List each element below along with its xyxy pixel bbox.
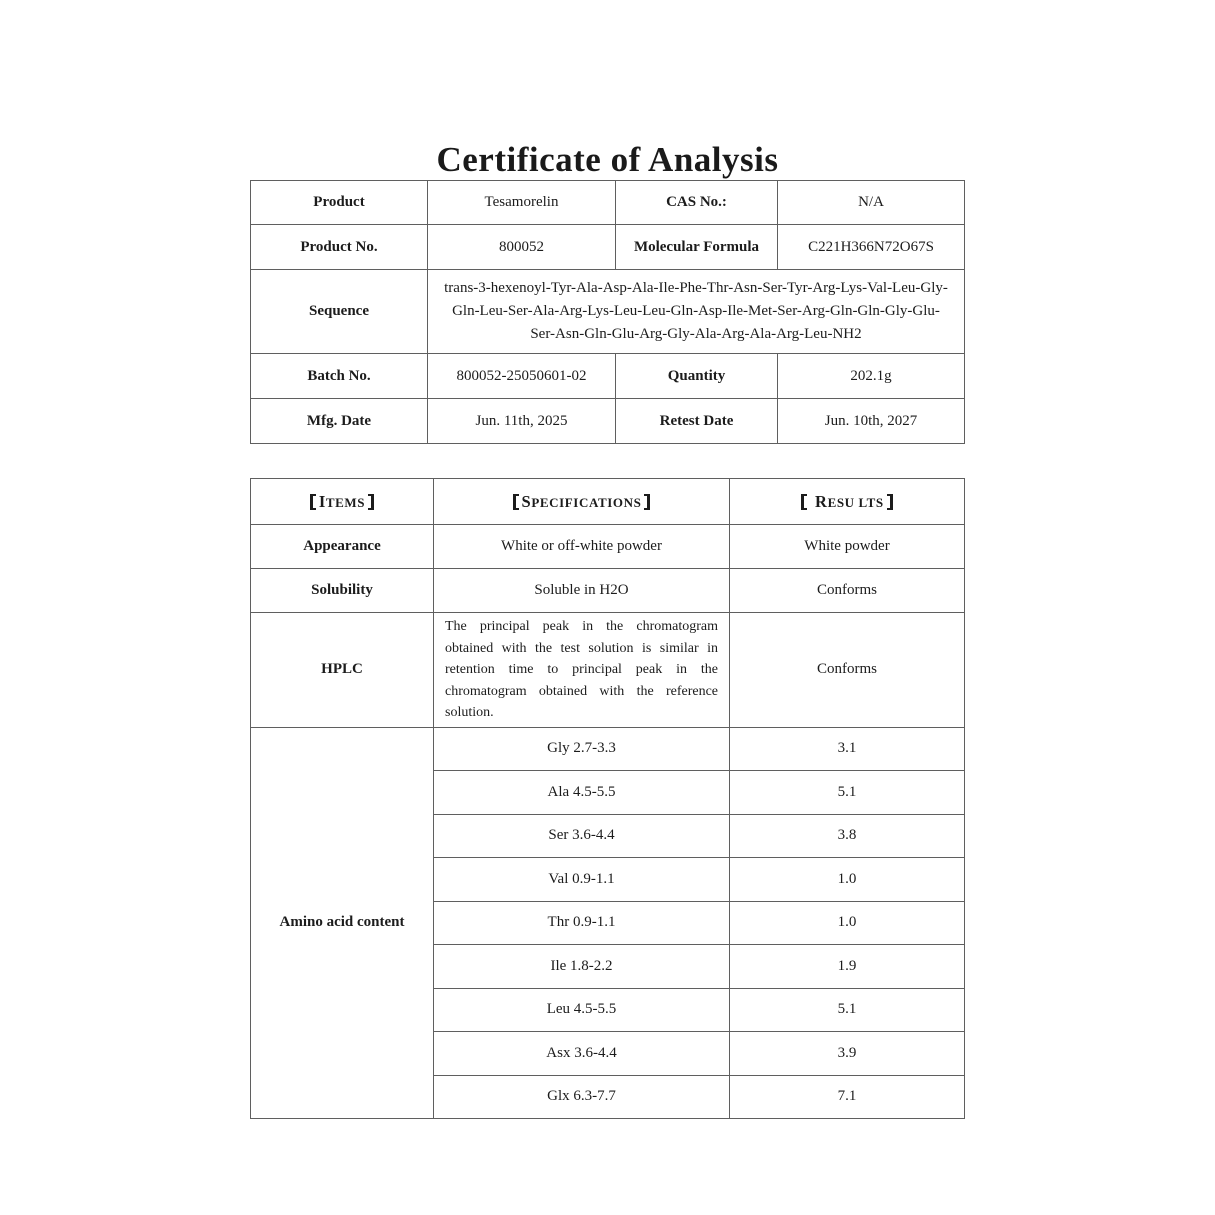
table-row [251, 181, 965, 225]
amino-acid-result: 1.9 [730, 945, 965, 989]
header-results [730, 479, 965, 525]
amino-acid-result: 3.8 [730, 814, 965, 858]
table-row [251, 613, 965, 728]
amino-acid-result: 3.1 [730, 727, 965, 771]
product-no-label: Product No. [251, 225, 428, 270]
product-label: Product [251, 181, 428, 225]
table-row [251, 399, 965, 444]
hplc-item: HPLC [251, 613, 434, 728]
amino-acid-spec: Ser 3.6-4.4 [434, 814, 730, 858]
batch-no-label: Batch No. [251, 354, 428, 399]
appearance-specification: White or off-white powder [434, 525, 730, 569]
amino-acid-spec: Gly 2.7-3.3 [434, 727, 730, 771]
header-items-label: ITEMS [318, 491, 366, 511]
hplc-result: Conforms [730, 613, 965, 728]
lenticular-open-bracket-icon [513, 494, 519, 510]
amino-acid-result: 3.9 [730, 1032, 965, 1076]
amino-acid-result: 5.1 [730, 988, 965, 1032]
lenticular-open-bracket-icon [310, 494, 316, 510]
amino-acid-content-label: Amino acid content [251, 727, 434, 1119]
amino-acid-result: 1.0 [730, 858, 965, 902]
lenticular-close-bracket-icon [644, 494, 650, 510]
hplc-specification: The principal peak in the chromatogram obtained with the test solution is similar in retention time to principal peak in the chromatogram obtained with the reference solution. [434, 613, 730, 728]
page-title: Certificate of Analysis [436, 140, 779, 179]
amino-acid-spec: Ile 1.8-2.2 [434, 945, 730, 989]
table-row [251, 569, 965, 613]
product-no-value: 800052 [428, 225, 616, 270]
retest-date-label: Retest Date [616, 399, 778, 444]
batch-no-value: 800052-25050601-02 [428, 354, 616, 399]
header-items [251, 479, 434, 525]
sequence-label: Sequence [251, 270, 428, 354]
table-header-row [251, 479, 965, 525]
cas-no-value: N/A [778, 181, 965, 225]
amino-acid-spec: Asx 3.6-4.4 [434, 1032, 730, 1076]
amino-acid-spec: Glx 6.3-7.7 [434, 1075, 730, 1119]
amino-acid-row [251, 727, 965, 771]
lenticular-open-bracket-icon [801, 494, 807, 510]
solubility-specification: Soluble in H2O [434, 569, 730, 613]
amino-acid-spec: Thr 0.9-1.1 [434, 901, 730, 945]
cas-no-label: CAS No.: [616, 181, 778, 225]
amino-acid-result: 5.1 [730, 771, 965, 815]
header-specifications-label: SPECIFICATIONS [521, 491, 642, 511]
table-row [251, 354, 965, 399]
header-specifications [434, 479, 730, 525]
amino-acid-spec: Ala 4.5-5.5 [434, 771, 730, 815]
product-value: Tesamorelin [428, 181, 616, 225]
amino-acid-result: 1.0 [730, 901, 965, 945]
lenticular-close-bracket-icon [887, 494, 893, 510]
table-row [251, 270, 965, 354]
retest-date-value: Jun. 10th, 2027 [778, 399, 965, 444]
appearance-result: White powder [730, 525, 965, 569]
mfg-date-label: Mfg. Date [251, 399, 428, 444]
amino-acid-spec: Val 0.9-1.1 [434, 858, 730, 902]
lenticular-close-bracket-icon [368, 494, 374, 510]
quantity-label: Quantity [616, 354, 778, 399]
mfg-date-value: Jun. 11th, 2025 [428, 399, 616, 444]
table-row [251, 525, 965, 569]
sequence-value: trans-3-hexenoyl-Tyr-Ala-Asp-Ala-Ile-Phe-Thr-Asn-Ser-Tyr-Arg-Lys-Val-Leu-Gly-Gln-Leu-Ser-Ala-Arg-Lys-Leu-Leu-Gln-Asp-Ile-Met-Ser-Arg-Gln-Gln-Gly-Glu-Ser-Asn-Gln-Glu-Arg-Gly-Ala-Arg-Ala-Arg-Leu-NH2 [428, 270, 965, 354]
specifications-table [250, 478, 965, 1119]
table-row [251, 225, 965, 270]
solubility-item: Solubility [251, 569, 434, 613]
quantity-value: 202.1g [778, 354, 965, 399]
molecular-formula-label: Molecular Formula [616, 225, 778, 270]
product-info-table [250, 180, 965, 444]
solubility-result: Conforms [730, 569, 965, 613]
amino-acid-spec: Leu 4.5-5.5 [434, 988, 730, 1032]
molecular-formula-value: C221H366N72O67S [778, 225, 965, 270]
header-results-label: RESU LTS [810, 491, 884, 511]
amino-acid-result: 7.1 [730, 1075, 965, 1119]
appearance-item: Appearance [251, 525, 434, 569]
